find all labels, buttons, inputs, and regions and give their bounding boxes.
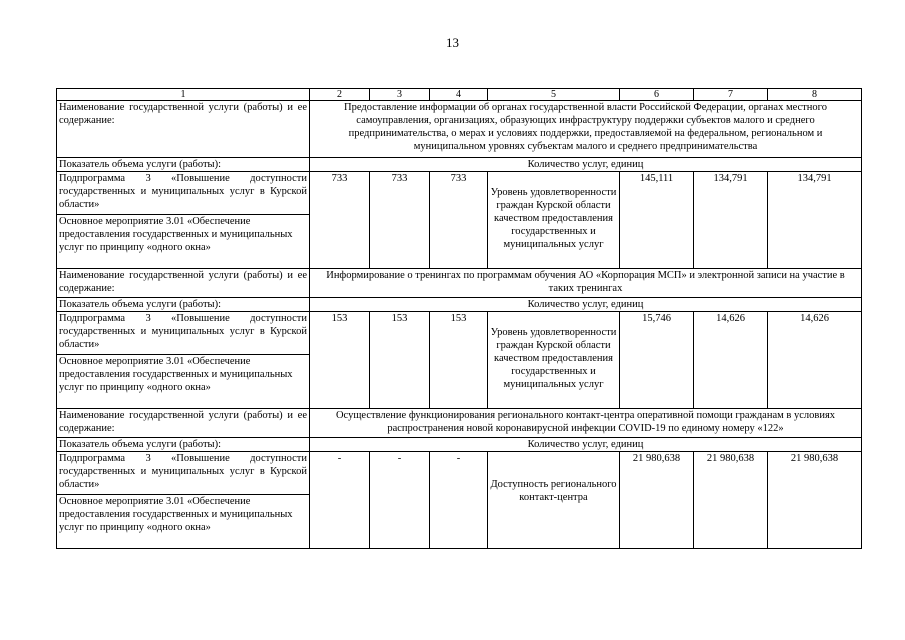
indicator-value: Количество услуг, единиц [310, 298, 862, 312]
program-row [57, 452, 862, 495]
quality-indicator: Уровень удовлетворенности граждан Курской области качеством предоставления государственных и муниципальных услуг [488, 172, 620, 269]
value-col6: 145,111 [620, 172, 694, 269]
program-name: Подпрограмма 3 «Повышение доступности государственных и муниципальных услуг в Курской области» [57, 172, 310, 215]
value-col3: - [370, 452, 430, 549]
value-col7: 134,791 [694, 172, 768, 269]
value-col3: 733 [370, 172, 430, 269]
service-label: Наименование государственной услуги (работы) и ее содержание: [57, 269, 310, 298]
page-number: 13 [446, 35, 459, 50]
service-description: Информирование о тренингах по программам обучения АО «Корпорация МСП» и электронной записи на участие в таких тренингах [310, 269, 862, 298]
program-row [57, 172, 862, 215]
service-row [57, 409, 862, 438]
value-col8: 134,791 [768, 172, 862, 269]
header-cell: 2 [310, 89, 370, 101]
indicator-value: Количество услуг, единиц [310, 438, 862, 452]
value-col3: 153 [370, 312, 430, 409]
value-col8: 21 980,638 [768, 452, 862, 549]
header-cell: 3 [370, 89, 430, 101]
value-col4: 733 [430, 172, 488, 269]
program-name: Подпрограмма 3 «Повышение доступности государственных и муниципальных услуг в Курской области» [57, 312, 310, 355]
indicator-label: Показатель объема услуги (работы): [57, 158, 310, 172]
indicator-row [57, 298, 862, 312]
header-cell: 6 [620, 89, 694, 101]
service-label: Наименование государственной услуги (работы) и ее содержание: [57, 409, 310, 438]
services-table [56, 88, 862, 549]
value-col4: 153 [430, 312, 488, 409]
service-row [57, 269, 862, 298]
measure-name: Основное мероприятие 3.01 «Обеспечение предоставления государственных и муниципальных услуг по принципу «одного окна» [57, 495, 310, 549]
indicator-label: Показатель объема услуги (работы): [57, 438, 310, 452]
value-col6: 15,746 [620, 312, 694, 409]
indicator-row [57, 158, 862, 172]
indicator-value: Количество услуг, единиц [310, 158, 862, 172]
indicator-label: Показатель объема услуги (работы): [57, 298, 310, 312]
value-col2: 733 [310, 172, 370, 269]
service-row [57, 101, 862, 158]
header-row [57, 89, 862, 101]
service-description: Предоставление информации об органах государственной власти Российской Федерации, органах местного самоуправления, организациях, образующих инфраструктуру поддержки субъектов малого и среднего предпринимательства, о мерах и условиях поддержки, предоставляемой на федеральном, региональном и муниципальном уровнях субъектам малого и среднего предпринимательства [310, 101, 862, 158]
service-description: Осуществление функционирования регионального контакт-центра оперативной помощи гражданам в условиях распространения новой коронавирусной инфекции COVID-19 по единому номеру «122» [310, 409, 862, 438]
header-cell: 1 [57, 89, 310, 101]
value-col7: 21 980,638 [694, 452, 768, 549]
header-cell: 7 [694, 89, 768, 101]
measure-name: Основное мероприятие 3.01 «Обеспечение предоставления государственных и муниципальных услуг по принципу «одного окна» [57, 215, 310, 269]
value-col6: 21 980,638 [620, 452, 694, 549]
value-col4: - [430, 452, 488, 549]
value-col7: 14,626 [694, 312, 768, 409]
value-col2: 153 [310, 312, 370, 409]
program-row [57, 312, 862, 355]
service-label: Наименование государственной услуги (работы) и ее содержание: [57, 101, 310, 158]
quality-indicator: Уровень удовлетворенности граждан Курской области качеством предоставления государственных и муниципальных услуг [488, 312, 620, 409]
value-col2: - [310, 452, 370, 549]
quality-indicator: Доступность регионального контакт-центра [488, 452, 620, 549]
header-cell: 5 [488, 89, 620, 101]
value-col8: 14,626 [768, 312, 862, 409]
program-name: Подпрограмма 3 «Повышение доступности государственных и муниципальных услуг в Курской области» [57, 452, 310, 495]
measure-name: Основное мероприятие 3.01 «Обеспечение предоставления государственных и муниципальных услуг по принципу «одного окна» [57, 355, 310, 409]
header-cell: 8 [768, 89, 862, 101]
indicator-row [57, 438, 862, 452]
header-cell: 4 [430, 89, 488, 101]
